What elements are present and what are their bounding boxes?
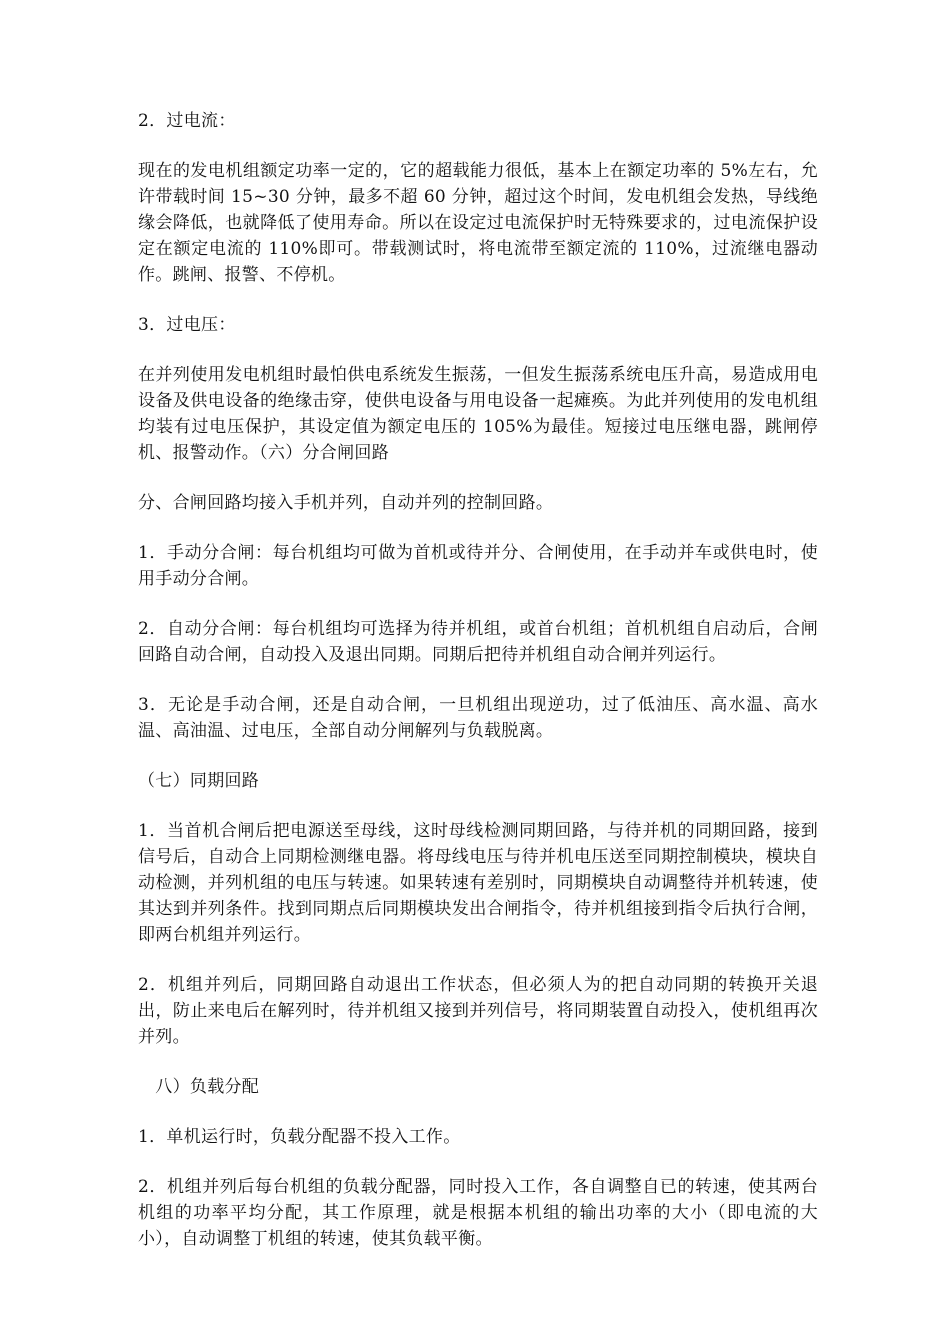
paragraph-load-balance: 2．机组并列后每台机组的负载分配器，同时投入工作，各自调整自已的转速，使其两台机组的功率平均分配，其工作原理，就是根据本机组的输出功率的大小（即电流的大小），自动调整丁机组的转速，使其负载平衡。 <box>138 1177 818 1249</box>
paragraph-reverse-power: 3．无论是手动合闸，还是自动合闸，一旦机组出现逆功，过了低油压、高水温、高水温、高油温、过电压，全部自动分闸解列与负载脱离。 <box>138 695 818 741</box>
document-body <box>138 108 818 1276</box>
paragraph-manual-switch: 1．手动分合闸：每台机组均可做为首机或待并分、合闸使用，在手动并车或供电时，使用手动分合闸。 <box>138 543 818 589</box>
paragraph-auto-switch: 2．自动分合闸：每台机组均可选择为待并机组，或首台机组；首机机组自启动后，合闸回路自动合闸，自动投入及退出同期。同期后把待并机组自动合闸并列运行。 <box>138 619 818 665</box>
paragraph-sync-detect: 1．当首机合闸后把电源送至母线，这时母线检测同期回路，与待并机的同期回路，接到信号后，自动合上同期检测继电器。将母线电压与待并机电压送至同期控制模块，模块自动检测，并列机组的电压与转速。如果转速有差别时，同期模块自动调整待并机转速，使其达到并列条件。找到同期点后同期模块发出合闸指令，待并机组接到指令后执行合闸，即两台机组并列运行。 <box>138 821 818 945</box>
section-heading-load-distribution: 八）负载分配 <box>138 1077 260 1097</box>
section-heading-overcurrent: 2．过电流： <box>138 111 236 131</box>
section-heading-overvoltage: 3．过电压： <box>138 315 236 335</box>
paragraph-overvoltage: 在并列使用发电机组时最怕供电系统发生振荡，一但发生振荡系统电压升高，易造成用电设备及供电设备的绝缘击穿，使供电设备与用电设备一起瘫痪。为此并列使用的发电机组均装有过电压保护，其设定值为额定电压的 105%为最佳。短接过电压继电器，跳闸停机、报警动作。（六）分合闸回路 <box>138 365 818 463</box>
paragraph-sync-exit: 2．机组并列后，同期回路自动退出工作状态，但必须人为的把自动同期的转换开关退出，防止来电后在解列时，待并机组又接到并列信号，将同期装置自动投入，使机组再次并列。 <box>138 975 818 1047</box>
section-heading-sync-circuit: （七）同期回路 <box>138 771 260 791</box>
paragraph-single-unit: 1．单机运行时，负载分配器不投入工作。 <box>138 1127 461 1147</box>
paragraph-switch-circuit: 分、合闸回路均接入手机并列，自动并列的控制回路。 <box>138 493 554 513</box>
paragraph-overcurrent: 现在的发电机组额定功率一定的，它的超载能力很低，基本上在额定功率的 5%左右，允许带载时间 15~30 分钟，最多不超 60 分钟，超过这个时间，发电机组会发热，导线绝缘会降低，也就降低了使用寿命。所以在设定过电流保护时无特殊要求的，过电流保护设定在额定电流的 110%即可。带载测试时，将电流带至额定流的 110%，过流继电器动作。跳闸、报警、不停机。 <box>138 161 818 285</box>
